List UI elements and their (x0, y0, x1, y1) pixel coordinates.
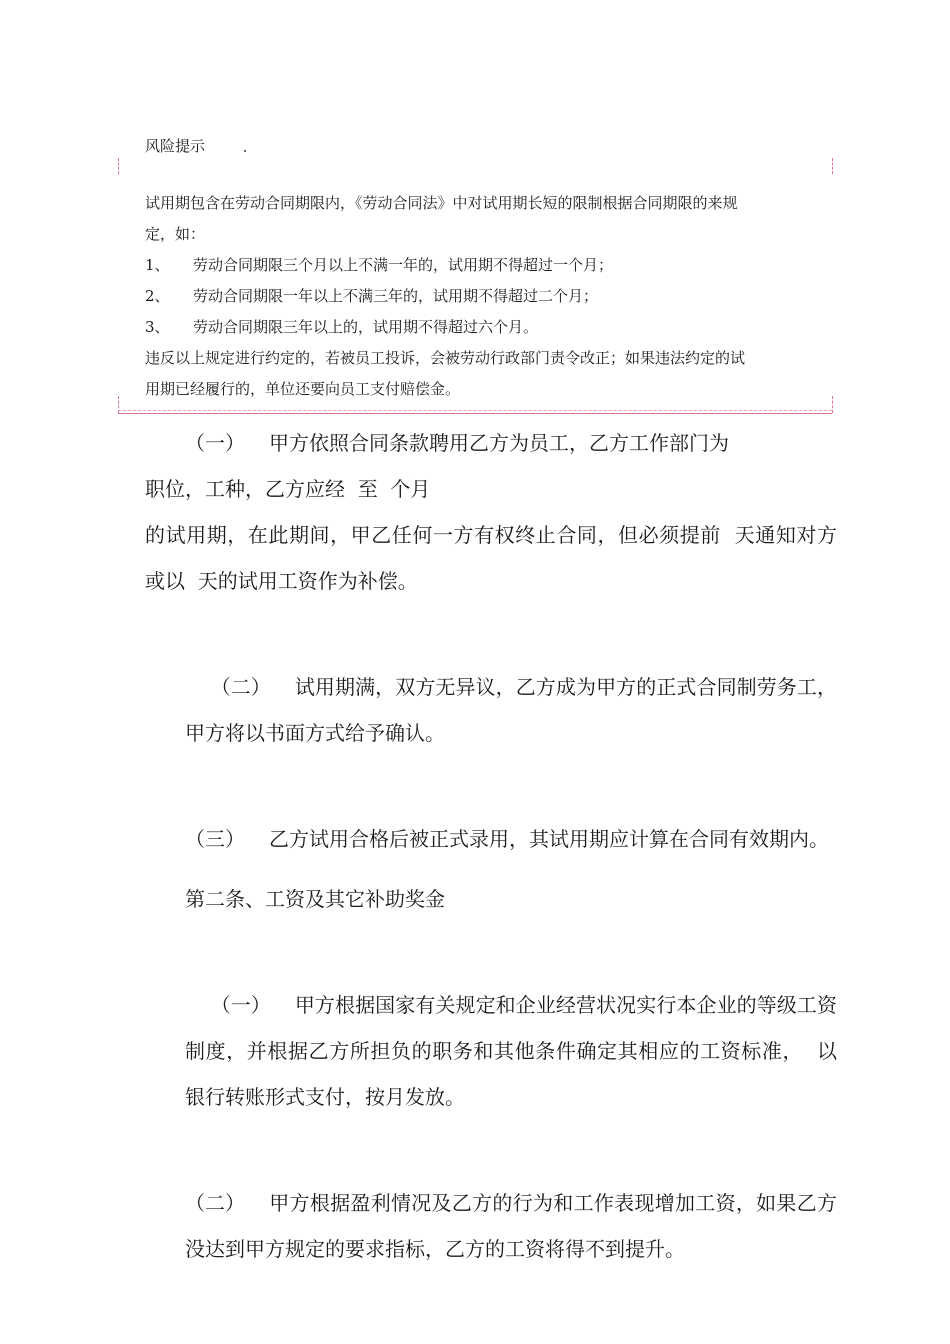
list-text: 劳动合同期限三年以上的，试用期不得超过六个月。 (193, 318, 539, 336)
risk-list-item (145, 281, 835, 312)
box-corner-top-right (832, 158, 833, 174)
clause-text: 甲方根据盈利情况及乙方的行为和工作表现增加工资，如果乙方没达到甲方规定的要求指标，乙方的工资将得不到提升。 (185, 1191, 837, 1261)
clause-text: 甲方根据国家有关规定和企业经营状况实行本企业的等级工资制度，并根据乙方所担负的职务和其他条件确定其相应的工资标准， 以银行转账形式支付，按月发放。 (185, 993, 837, 1109)
stray-dot-mark (244, 150, 246, 152)
risk-list-item (145, 250, 835, 281)
list-number: 2、 (145, 287, 170, 305)
clause-text: 乙方试用合格后被正式录用，其试用期应计算在合同有效期内。 (269, 827, 829, 851)
risk-tip-title: 风险提示 (145, 137, 206, 155)
probation-clause-1-line-3: 的试用期，在此期间，甲乙任何一方有权终止合同，但必须提前 天通知对方或以 天的试用工资作为补偿。 (145, 523, 837, 593)
article-2-clause-2 (145, 1180, 837, 1272)
box-bottom-border (118, 413, 832, 414)
box-bottom-dashed-border (118, 410, 832, 411)
risk-intro-line: 定，如： (145, 225, 206, 243)
list-text: 劳动合同期限一年以上不满三年的，试用期不得超过二个月； (193, 287, 599, 305)
risk-list-item (145, 312, 835, 343)
probation-clause-1-line-2: 职位，工种，乙方应经 至 个月 (145, 477, 431, 501)
contract-body (145, 420, 850, 1272)
clause-text: 试用期满，双方无异议，乙方成为甲方的正式合同制劳务工， 甲方将以书面方式给予确认。 (185, 675, 850, 745)
box-corner-top-left (118, 158, 119, 174)
clause-text: 甲方依照合同条款聘用乙方为员工，乙方工作部门为 (269, 431, 729, 455)
risk-intro-line: 试用期包含在劳动合同期限内，《劳动合同法》中对试用期长短的限制根据合同期限的来规 (145, 194, 738, 212)
probation-clause-1-line-1 (145, 420, 837, 466)
list-number: 3、 (145, 318, 170, 336)
list-text: 劳动合同期限三个月以上不满一年的，试用期不得超过一个月； (193, 256, 614, 274)
probation-clause-2 (145, 618, 850, 802)
clause-number: （二） (210, 675, 271, 699)
article-2-heading: 第二条、工资及其它补助奖金 (185, 887, 445, 911)
probation-clause-3 (145, 816, 837, 862)
risk-warning-line: 违反以上规定进行约定的，若被员工投诉，会被劳动行政部门责令改正；如果违法约定的试 (145, 349, 746, 367)
list-number: 1、 (145, 256, 170, 274)
clause-number: （一） (210, 993, 271, 1017)
clause-number: （一） (185, 431, 245, 455)
risk-warning-line: 用期已经履行的，单位还要向员工支付赔偿金。 (145, 380, 461, 398)
clause-number: （三） (185, 827, 245, 851)
clause-number: （二） (185, 1191, 245, 1215)
article-2-clause-1 (145, 936, 837, 1166)
risk-tip-body (145, 188, 835, 405)
